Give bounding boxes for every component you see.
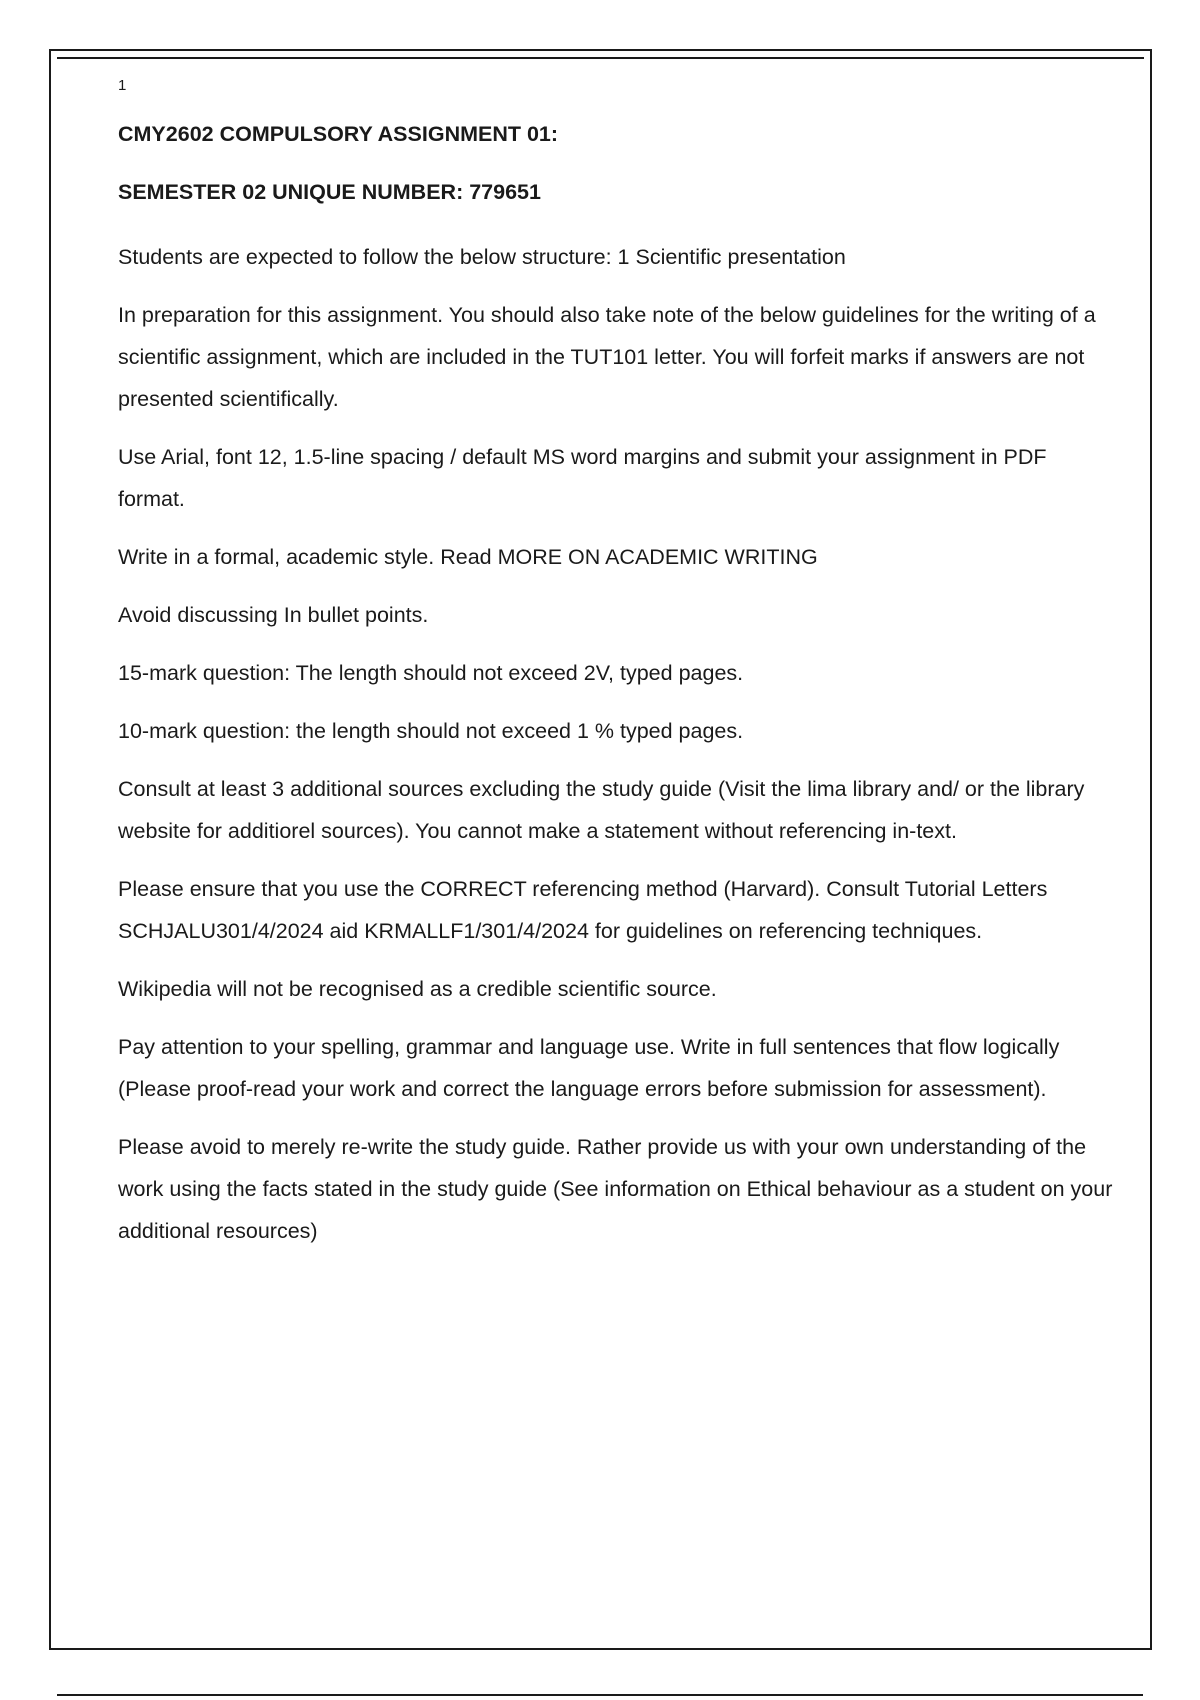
assignment-title: CMY2602 COMPULSORY ASSIGNMENT 01: <box>118 122 559 146</box>
paragraph-language: Pay attention to your spelling, grammar and language use. Write in full sentences that flow logically (Please proof-read your work and correct the language errors before submission for assessment). <box>118 1035 1060 1101</box>
paragraph-15-mark-length: 15-mark question: The length should not exceed 2V, typed pages. <box>118 661 744 685</box>
paragraph-10-mark-length: 10-mark question: the length should not exceed 1 % typed pages. <box>118 719 744 743</box>
page-number: 1 <box>118 77 127 94</box>
paragraph-bullet-points: Avoid discussing In bullet points. <box>118 603 429 627</box>
paragraph-wikipedia: Wikipedia will not be recognised as a credible scientific source. <box>118 977 717 1001</box>
paragraph-sources: Consult at least 3 additional sources excluding the study guide (Visit the lima library and/ or the library website for additiorel sources). You cannot make a statement without referencing in-text. <box>118 777 1085 843</box>
bottom-rule <box>57 1694 1143 1696</box>
paragraph-academic-style: Write in a formal, academic style. Read MORE ON ACADEMIC WRITING <box>118 545 818 569</box>
paragraph-own-understanding: Please avoid to merely re-write the study guide. Rather provide us with your own understanding of the work using the facts stated in the study guide (See information on Ethical behaviour as a student on your additional resources) <box>118 1135 1113 1243</box>
paragraph-referencing: Please ensure that you use the CORRECT referencing method (Harvard). Consult Tutorial Letters SCHJALU301/4/2024 aid KRMALLF1/301/4/2024 for guidelines on referencing techniques. <box>118 877 1048 943</box>
paragraph-preparation: In preparation for this assignment. You should also take note of the below guidelines for the writing of a scientific assignment, which are included in the TUT101 letter. You will forfeit marks if answers are not presented scientifically. <box>118 303 1096 411</box>
top-rule <box>57 57 1144 59</box>
paragraph-formatting: Use Arial, font 12, 1.5-line spacing / default MS word margins and submit your assignment in PDF format. <box>118 445 1047 511</box>
document-body <box>118 76 1118 1268</box>
semester-unique-number: SEMESTER 02 UNIQUE NUMBER: 779651 <box>118 180 541 204</box>
paragraph-structure: Students are expected to follow the below structure: 1 Scientific presentation <box>118 245 846 269</box>
